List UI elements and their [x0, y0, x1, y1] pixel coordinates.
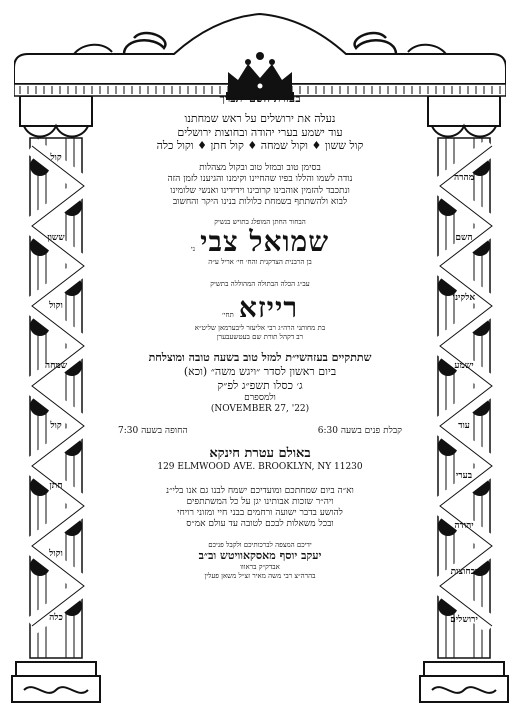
ribbon-word: חתן [49, 481, 63, 491]
times-row [100, 425, 420, 436]
ribbon-word: יהודה [454, 521, 474, 531]
invitation-text [100, 84, 420, 694]
ribbon-word: קול [50, 421, 62, 431]
ribbon-word: מהרה [453, 173, 475, 183]
closing-block [100, 486, 420, 531]
signature-intro: ידיכם המצפה לברכותיכם ולקבל פניכם [208, 540, 312, 549]
closing-line: וא״ה ביום שמחתכם ומועדיכם ישמח לבנו גם אנו בלי״נ [166, 485, 354, 496]
intro-line: נודה לשמו והללו בפיו שהחיינו וקימנו והגיענו לזמן הזה [167, 174, 353, 185]
english-date: (NOVEMBER 27, '22) [210, 403, 310, 414]
bride-suffix: תחי׳ [221, 311, 234, 320]
psalm-line: עוד ישמע בערי יהודה ובחוצות ירושלים [177, 125, 343, 139]
psalm-line: קול ששון ♦ וקול שמחה ♦ קול חתן ♦ וקול כלה [156, 139, 364, 153]
signature-name: יעקב יוסף מאסקאוויטש וב״ב [198, 549, 322, 563]
venue-name: באולם עטרת חינקא [209, 446, 311, 462]
venue-block [100, 446, 420, 474]
ribbon-word: וקול [49, 301, 63, 311]
groom-parents: בן הרבנית הצדקנית והח׳ חי׳ אריל ע״ה [208, 257, 312, 266]
intro-line: לבוא ולהשתתף בשמחת כלולות בנינו היקר והחשוב [172, 196, 348, 207]
date-block [100, 351, 420, 415]
psalm-line: נעלה את ירושלים על ראש שמחתנו [184, 111, 336, 125]
bride-title: עב״ג הכלה הבתולה המהוללה בתשיק [210, 280, 310, 289]
venue-address: 129 ELMWOOD AVE. BROOKLYN, NY 11230 [157, 462, 363, 473]
intro-line: ונתכבד להזמין אוהבינו קרובינו וידידינו ואנשי שלומינו [170, 185, 350, 196]
signature-block [100, 541, 420, 581]
date-line: ג׳ כסלו תשפ״ג לפ״ק [217, 378, 303, 392]
ribbon-word: כלה [49, 613, 63, 623]
groom-title: הבחור החתן המופלג בתויש בנשיק [214, 218, 306, 226]
ribbon-word: ירושלים [450, 615, 478, 625]
signature-lineage: בהרה״צ רבי משה מאיר זצ״ל משאן פעלין [204, 571, 316, 580]
bride-block [100, 280, 420, 341]
chuppah-time: החופה בשעה 7:30 [118, 426, 188, 437]
ribbon-word: ישמע [454, 361, 474, 371]
closing-line: ויה״ר שזכות אבותינו יגן על כל המשתתפים [186, 496, 334, 507]
header-blessing: בעזרת השם יתברך [219, 92, 301, 105]
groom-suffix: ני [190, 244, 196, 253]
ribbon-word: קול [50, 153, 62, 163]
intro-block [100, 163, 420, 208]
bride-parents: בת מחותני הרה״ג רבי אליעזר ליבערמאן שליט״א [194, 323, 326, 332]
ribbon-word: השם [455, 233, 473, 243]
bride-name: רייזא [238, 291, 299, 325]
closing-line: ובכל משאלות לבכם לטובה עד עולם אמ״ס [186, 519, 334, 530]
intro-line: בסימן טוב ובמזל טוב ובקול מצהלות [199, 163, 321, 173]
date-line: שתתקיים בעזהשי״ת למזל טוב בשעה טובה ומוצלחת [148, 351, 372, 365]
date-line: ולמספרם [244, 392, 276, 403]
ribbon-word: בערי [455, 471, 473, 481]
ribbon-word: אלקינו [452, 293, 476, 303]
bride-parents: רב דקהל תורת שם בעטשעבערן [216, 332, 304, 341]
ribbon-word: ובחוצות [450, 567, 478, 577]
groom-name: שמואל צבי [200, 224, 330, 258]
ribbon-word: עוד [458, 421, 470, 431]
ribbon-word: שמחה [44, 361, 68, 371]
date-line: ביום ראשון לסדר ״ויגש משה״ (וכא) [183, 365, 337, 379]
closing-line: להושע בדבר ישועה ורחמים בבני חיי ומזוני רויחי [177, 508, 343, 519]
ribbon-word: וקול [49, 549, 63, 559]
groom-block [100, 218, 420, 266]
signature-title: אבדק״ק בראווו [240, 563, 280, 572]
psalm-block [100, 112, 420, 153]
reception-time: קבלת פנים בשעה 6:30 [317, 426, 402, 437]
ribbon-word: ששון [47, 233, 65, 243]
